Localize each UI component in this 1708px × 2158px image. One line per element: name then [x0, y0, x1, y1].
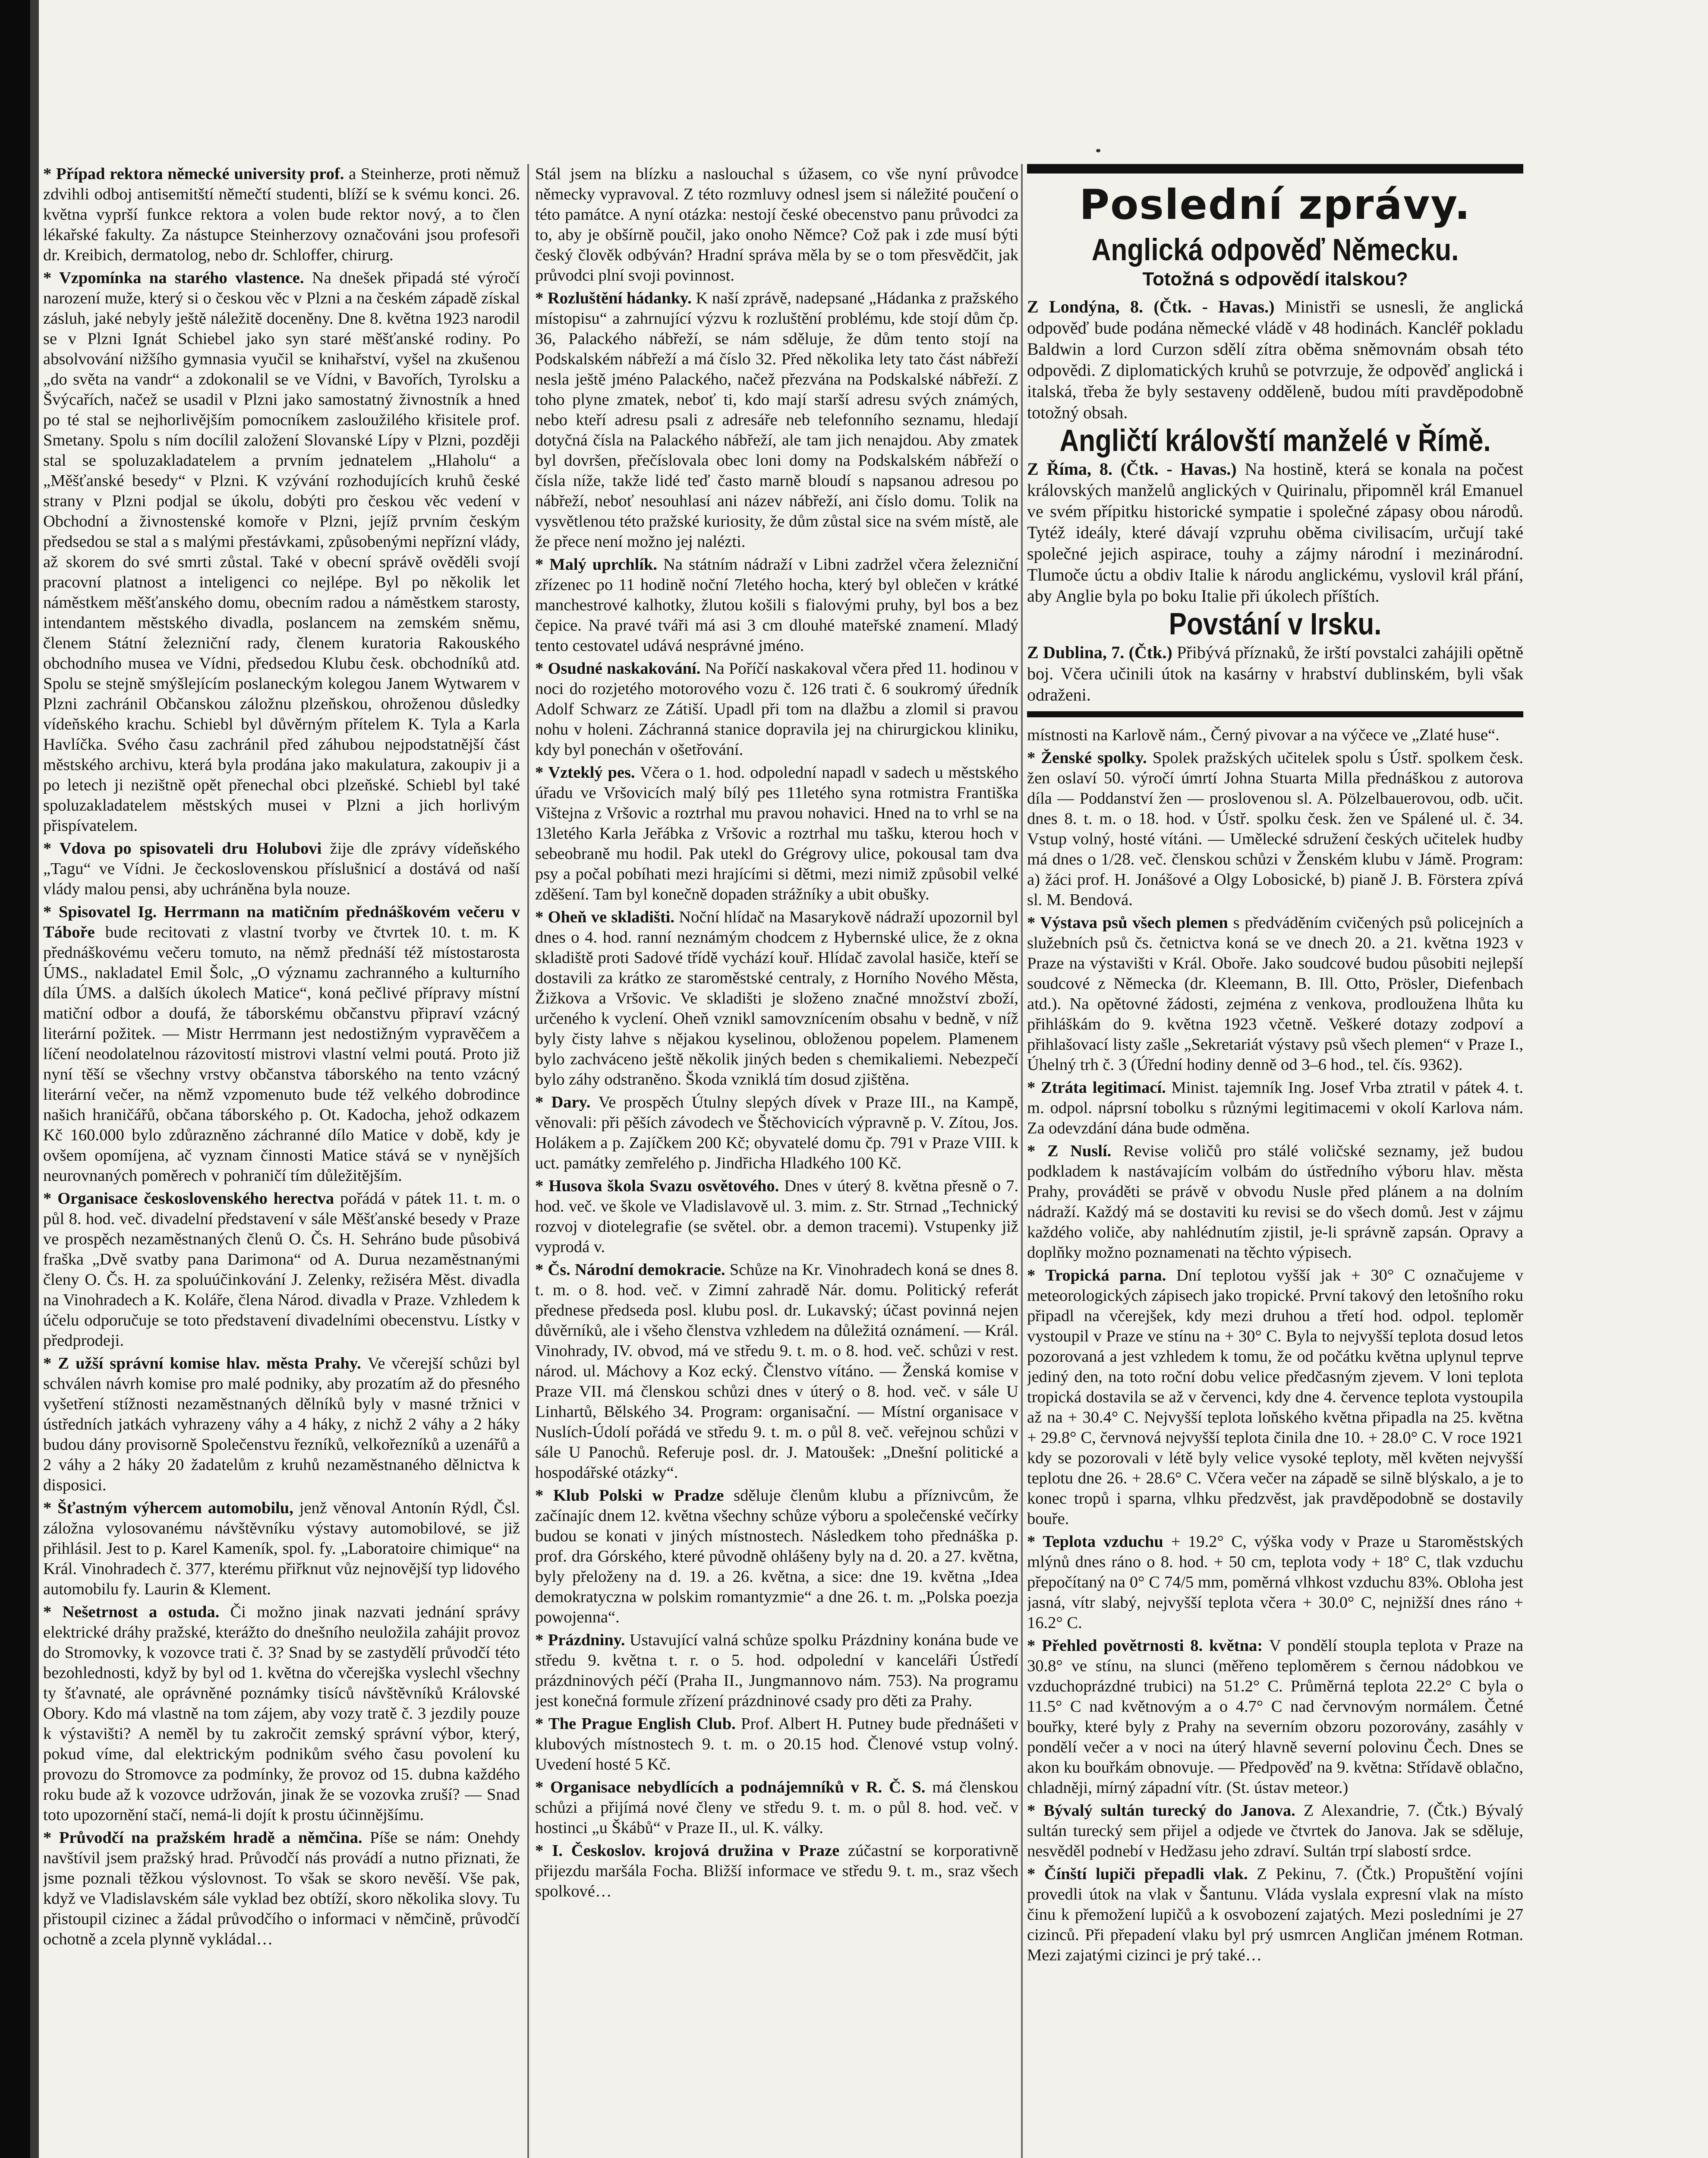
subheadline-identical: Totožná s odpovědí italskou?: [1142, 268, 1408, 290]
article-paragraph: [535, 1176, 1018, 1257]
column-divider: [527, 164, 529, 2158]
column-3: [1027, 164, 1523, 2158]
article-headline: * Vdova po spisovateli dru Holubovi: [43, 839, 330, 858]
article-paragraph: [1027, 725, 1523, 745]
article-headline: * Bývalý sultán turecký do Janova.: [1027, 1801, 1304, 1820]
article-body: Či možno jinak nazvati jednání správy elektrické dráhy pražské, kterážto do dnešního neuložila zahájit provoz do Stromovky, k vozovce trati č. 3? Snad by se zastydělí průvodčí této bezohlednosti, když by byl od 1. května do včerejška vyslechl všechny ty šťavnaté, ale oprávněné poznámky tisíců návštěvníků Královské Obory. Kdo má vlastně na tom zájem, aby vozy tratě č. 3 jezdily pouze k výstavišti? A neměl by tu zakročit zemský správní výbor, který, pokud víme, dal elektrickým podnikům svého času povolení ku provozu do Stromovce za podmínky, že provoz od 15. dubna každého roku bude až k vozovce udržován, jinak že se vozovka zruší? — Snad toto upozornění stačí, nemá-li dojít k prostu účinnějšímu.: [43, 1603, 520, 1824]
article-headline: * Rozluštění hádanky.: [535, 289, 696, 307]
article-body: Z Alexandrie, 7. (Čtk.) Bývalý sultán turecký sem přijel a odjede ve čtvrtek do Janova. Jak se sděluje, nesvěděl podnebí v Hedžasu jeho zdraví. Sultán trpí slabostí srdce.: [1027, 1801, 1523, 1860]
article-body: jenž věnoval Antonín Rýdl, Čsl. záložna vylosovanému návštěvníku výstavy automobilové, se již přihlásil. Jest to p. Karel Kameník, spol. fy. „Laboratoire chimique“ na Král. Vinohradech č. 377, kterému přiřknut vůz nejnovější typ lidového automobilu fy. Laurin & Klement.: [43, 1499, 520, 1598]
article-body: + 19.2° C, výška vody v Praze u Staroměstských mlýnů dnes ráno o 8. hod. + 50 cm, teplota vody + 18° C, tlak vzduchu přepočítaný na 0° C 74/5 mm, poměrná vlhkost vzduchu 83%. Obloha jest jasná, vítr slabý, nejvyšší teplota včera + 30.0° C, nejnižší dnes ráno + 16.2° C.: [1027, 1533, 1523, 1632]
article-headline: Z Říma, 8. (Čtk. - Havas.): [1027, 459, 1245, 479]
headline-ireland: Povstání v Irsku.: [1169, 607, 1382, 642]
article-body: Včera o 1. hod. odpolední napadl v sadech u městského úřadu ve Vršovicích malý bílý pes 11letého syna rotmistra Františka Vištejna z Vršovic a roztrhal mu pravou nohavici. Hned na to vrhl se na 13letého Karla Jeřábka z Vršovic a roztrhal mu tašku, kterou hoch v sebeobraně mu hodil. Pak utekl do Grégrovy ulice, pokousal tam dva psy a počal pobíhati mezi hrajícími si dětmi, mezi nimiž způsobil velké zděšení. Tam byl konečně dopaden strážníky a ubit obušky.: [535, 764, 1018, 903]
article-headline: * Oheň ve skladišti.: [535, 908, 679, 926]
article-body: a Steinherze, proti němuž zdvihli odboj antisemitští němečtí studenti, blíží se k svému konci. 26. května vyprší funkce rektora a volen bude rektor nový, a to člen lékařské fakulty. Za nástupce Steinherzovy označováni jsou profesoři dr. Kreibich, dermatolog, nebo dr. Schloffer, chirurg.: [43, 165, 520, 264]
article-paragraph: [1027, 1078, 1523, 1139]
column-2: [535, 164, 1018, 2158]
column-1: [43, 164, 520, 2158]
article-paragraph: [1027, 642, 1523, 705]
article-body: Přibývá příznaků, že irští povstalci zahájili opětně boj. Včera učinili útok na kasárny v hrabství dublinském, byli však odraženi.: [1027, 643, 1523, 704]
article-headline: * I. Českoslov. krojová družina v Praze: [535, 1842, 848, 1860]
article-body: Prof. Albert H. Putney bude přednášeti v klubových místnostech 9. t. m. o 20.15 hod. Členové vstup volný. Uvedení hosté 5 Kč.: [535, 1715, 1018, 1773]
article-paragraph: [535, 763, 1018, 905]
article-body: Na hostině, která se konala na počest královských manželů anglických v Quirinalu, připomněl král Emanuel ve svém přípitku historické sympatie i společné zápasy obou národů. Tytéž ideály, které dávají vzpruhu oběma civilisacím, určují také společné jejich aspirace, touhy a zájmy národní i mezinárodní. Tlumoče úctu a obdiv Italie k národu anglickému, vyslovil král přání, aby Anglie byla po boku Italie při úkolech příštích.: [1027, 459, 1523, 606]
article-body: Ve prospěch Útulny slepých dívek v Praze III., na Kampě, věnovali: při pěších závodech ve Štěchovicích výpravně p. V. Zítou, Jos. Holákem a p. Zajíčkem 200 Kč; obyvatelé domu čp. 791 v Praze VIII. k uct. památky zemřelého p. Jindřicha Hladkého 100 Kč.: [535, 1093, 1018, 1172]
article-body: Na státním nádraží v Libni zadržel včera železniční zřízenec po 11 hodině noční 7letého hocha, který byl oblečen v krátké manchestrové kalhotky, žlutou košili s fialovými pruhy, byl bos a bez čepice. Na pravé tváři má asi 3 cm dlouhé mateřské znamení. Mladý tento cestovatel udává nesprávné jméno.: [535, 555, 1018, 655]
article-headline: * Výstava psů všech plemen: [1027, 914, 1233, 932]
article-headline: * Klub Polski w Pradze: [535, 1486, 734, 1505]
article-paragraph: [43, 1353, 520, 1495]
article-body: Ve včerejší schůzi byl schválen návrh komise pro malé podniky, aby prozatím až do přesného vyšetření stížnosti nezaměstnaných dělníků byly v masné tržnici v ústředních jatkách vyhrazeny váhy a 4 háky, z nichž 2 váhy a 2 háky budou dány provisorně Společenstvu řezníků, velkořezníků a uzenářů a 2 váhy a 2 háky 20 žadatelům z kruhů nezaměstnaného dělnictva k disposici.: [43, 1354, 520, 1494]
article-paragraph: [1027, 1864, 1523, 1966]
news-item: [1027, 642, 1523, 705]
article-headline: * Z Nuslí.: [1027, 1142, 1123, 1160]
article-body: Dnes v úterý 8. května přesně o 7. hod. več. ve škole ve Vladislavově ul. 3. mim. z. Str. Strnad „Technický rozvoj v diotelegrafie (se světel. obr. a demon tracemi). Vstupenky již vyprodá v.: [535, 1177, 1018, 1256]
article-body: bude recitovati z vlastní tvorby ve čtvrtek 10. t. m. K přednáškovému večeru tomuto, na němž přednáší též místostarosta ÚMS., nakladatel Emil Šolc, „O významu zachranného a kulturního díla ÚMS. a dalších úkolech Matice“, koná pečlivé přípravy místní matiční odbor a doufá, že táborskému občanstvu připraví vzácný literární požitek. — Mistr Herrmann jest nedostižným vypravěčem a líčení neodolatelnou rázovitostí mistrovi vlastní velmi poutá. Proto již nyní těší se všechny vrstvy občanstva táborského na tento vzácný literární večer, na němž vzpomenuto bude též velkého dobrodince našich hraničářů, občana táborského p. Ot. Kadocha, jehož odkazem Kč 160.000 bylo zdůrazněno záchranné dílo Matice v době, kdy je ovšem opomíjena, ač vyznam činnosti Matice stává se v nynějších neurovnaných poměrech v pohraničí tím důležitějším.: [43, 923, 520, 1185]
article-paragraph: [43, 1602, 520, 1825]
header-rule: [1027, 164, 1523, 174]
article-body: Spolek pražských učitelek spolu s Ústř. spolkem česk. žen oslaví 50. výročí úmrtí Johna Stuarta Milla přednáškou z autorova díla — Poddanství žen — proslovenou sl. A. Pölzelbauerovou, odb. učit. dnes 8. t. m. o 18. hod. v Ústř. spolku česk. žen ve Spálené ul. č. 34. Vstup volný, hosté vítáni. — Umělecké sdružení českých učitelek hudby má dnes o 1/28. več. členskou schůzi v Ženském klubu v Jámě. Program: a) žáci prof. H. Jonášové a Olgy Lobosické, b) pianě J. B. Förstera zpívá sl. M. Bendová.: [1027, 749, 1523, 909]
article-body: žije dle zprávy vídeňského „Tagu“ ve Vídni. Je čeckoslovenskou příslušnicí a dostává od naší vlády malou pensi, aby uchráněna byla nouze.: [43, 839, 520, 898]
article-paragraph: [1027, 1532, 1523, 1633]
article-paragraph: [1027, 1636, 1523, 1798]
page-binding-edge: [0, 0, 30, 2158]
column-3-articles: [1027, 725, 1523, 1966]
article-paragraph: [1027, 1141, 1523, 1263]
article-paragraph: [43, 268, 520, 836]
article-body: Na dnešek připadá sté výročí narození muže, který si o českou věc v Plzni a na českém západě získal zásluh, jaké nebyly ještě náležitě doceněny. Dne 8. května 1923 narodil se v Plzni Ignát Schiebel jako syn staré měšťanské rodiny. Po absolvování nižšího gymnasia vyučil se knihařství, vyšel na zkušenou „do světa na vandr“ a zdokonalil se ve Vídni, v Bavořích, Tyrolsku a Švýcařích, načež se usadil v Plzni jako samostatný živnostník a hned po té stal se nejhorlivějším pomocníkem zasloužilého křisitele prof. Smetany. Spolu s ním docílil založení Slovanské Lípy v Plzni, později stal se spoluzakladatelem a prvním jednatelem „Hlaholu“ a „Měšťanské besedy“ v Plzni. K vzývání rozhodujících kruhů české strany v Plzni podjal se úkolu, dobýti pro českou věc vedení v Obchodní a živnostenské komoře v Plzni, jejíž prvním českým předsedou se stal a s malými přestávkami, způsobenými nepřízní vlády, až skorem do své smrti zůstal. Také v obecní správě ověděli svojí pracovní platnost a inteligenci co nejlépe. Byl po několik let náměstkem měšťanského domu, obecním radou a náměstkem starosty, intendantem městského divadla, poslancem na zemském sněmu, členem Státní železniční rady, členem kuratoria Rakouského obchodního musea ve Vídni, předsedou Klubu česk. obchodníků atd. Spolu se stejně smýšlejícím poslaneckým kolegou Janem Wytwarem v Plzni zachránil Občanskou záložnu plzeňskou, ohroženou důsledky vídeňského krachu. Schiebl byl důvěrným přítelem K. Tyla a Karla Havlíčka. Svého času zachránil před záhubou nejpodstatnější část městského archivu, která byla prodána jako makulatura, zakoupiv ji a po letech ji nezištně opět přenechal obci plzeňské. Schiebl byl také spoluzakladatelem městských musei v Plzni a jich horlivým přispívatelem.: [43, 269, 520, 835]
article-paragraph: [535, 659, 1018, 760]
article-paragraph: [43, 164, 520, 265]
article-body: zúčastní se korporativně přijezdu maršála Focha. Bližší informace ve středu 9. t. m., sraz všech spolkové…: [535, 1842, 1018, 1900]
section-title: Poslední zprávy.: [1079, 181, 1471, 229]
article-headline: * Ztráta legitimací.: [1027, 1079, 1172, 1097]
article-paragraph: [1027, 1801, 1523, 1861]
article-body: Dní teplotou vyšší jak + 30° C označujeme v meteorologických zápisech jako tropické. První takový den letošního roku připadl na včerejšek, kdy mezi druhou a třetí hod. odpol. teploměr vystoupil v Praze ve stínu na + 30° C. Byla to nejvyšší teplota dosud letos pozorovaná a jest vzhledem k tomu, že od počátku května uplynul teprve jediný den, na toto roční dobu velice předčasným zjevem. V loni teplota tropická dostavila se až v červenci, kdy dne 4. července teplota vystoupila až na + 30.4° C. Nejvyšší teplota loňského května připadla na 25. května + 29.8° C, červnová nejvyšší teplota činila dne 10. + 28.0° C. V roce 1921 kdy se pozorovali v létě byly velice vysoké teploty, měl květen nejvyšší teplotu dne 26. + 28.6° C. Včera večer na západě se silně blýskalo, a je to konec tropů i sparna, vlhku předzvěst, jak pravděpodobně se dostavily bouře.: [1027, 1266, 1523, 1528]
article-headline: * Čínští lupiči přepadli vlak.: [1027, 1865, 1257, 1883]
article-paragraph: [535, 555, 1018, 656]
article-headline: * Šťastným výhercem automobilu,: [43, 1499, 299, 1517]
article-headline: * Čs. Národní demokracie.: [535, 1261, 730, 1279]
article-body: Z Pekinu, 7. (Čtk.) Propuštění vojíni provedli útok na vlak v Šantunu. Vláda vyslala expresní vlak na místo činu k přemožení lupičů a k osvobození zajatých. Mezi posledními je 27 cizinců. Při přepadení vlaku byl prý usmrcen Angličan jménem Rotman. Mezi zajatými cizinci je prý také…: [1027, 1865, 1523, 1964]
article-headline: * Tropická parna.: [1027, 1266, 1176, 1284]
headline-royals-rome: Angličtí královští manželé v Římě.: [1059, 423, 1491, 458]
article-body: místnosti na Karlově nám., Černý pivovar a na výčece ve „Zlaté huse“.: [1027, 726, 1500, 744]
article-headline: * Vzpomínka na starého vlastence.: [43, 269, 312, 287]
article-headline: * Spisovatel Ig. Herrmann na matičním přednáškovém večeru v Táboře: [43, 903, 520, 941]
article-body: má členskou schůzi a přijímá nové členy ve středu 9. t. m. o půl 8. hod. več. v hostinci „u Škábů“ v Praze II., ul. K. války.: [535, 1778, 1018, 1837]
article-body: Schůze na Kr. Vinohradech koná se dnes 8. t. m. o 8. hod. več. v Zimní zahradě Nár. domu. Politický referát přednese předseda posl. klubu posl. dr. Lukavský; účast povinná nejen důvěrníků, ale i všeho členstva vzhledem na důležitá oznámení. — Král. Vinohrady, IV. obvod, má ve středu 9. t. m. o 8. hod. več. schůzi v rest. národ. ul. Máchovy a Koz ecký. Členstvo vítáno. — Ženská komise v Praze VII. má členskou schůzi dnes v úterý o 8. hod. več. v sále U Linhartů, Bělského 34. Program: organisační. — Místní organisace v Nuslích-Údolí pořádá ve středu 9. t. m. o půl 8. več. veřejnou schůzi v sále U Panochů. Referuje posl. dr. J. Matoušek: „Dnešní politické a hospodářské otázky“.: [535, 1261, 1018, 1482]
article-paragraph: [535, 1092, 1018, 1174]
article-body: pořádá v pátek 11. t. m. o půl 8. hod. več. divadelní představení v sále Měšťanské besedy v Praze ve prospěch nezaměstnaných členů O. Čs. H. Sehráno bude působivá fraška „Dvě svatby pana Darimona“ od A. Duruа nezaměstnanými členy O. Čs. H. za spoluúčinkování J. Zelenky, režiséra Měst. divadla na Vinohradech a K. Koláře, člena Národ. divadla v Praze. Vzhledem k účelu odporučuje se toto představení divadelními obecenstvu. Lístky v předprodeji.: [43, 1189, 520, 1350]
article-paragraph: [535, 1260, 1018, 1483]
article-headline: * Organisace československého herectva: [43, 1189, 340, 1208]
article-paragraph: [43, 839, 520, 899]
article-paragraph: [1027, 748, 1523, 910]
article-headline: * Organisace nebydlících a podnájemníků v R. Č. S.: [535, 1778, 933, 1796]
article-headline: * Husova škola Svazu osvětového.: [535, 1177, 785, 1195]
article-paragraph: [535, 164, 1018, 286]
article-paragraph: [535, 1630, 1018, 1711]
article-body: Noční hlídač na Masarykově nádraží upozornil byl dnes o 4. hod. ranní neznámým chodcem z Hybernské ulice, že z okna skladiště proti Sadové třídě vychází kouř. Hlídač zavolal hasiče, kteří se dostavili za krátko ze staroměstské centraly, z Horního Nového Města, Žižkova a Vršovic. Ve skladišti je složeno značné množství zboží, určeného k vyclení. Oheň vznikl samovznícením obsahu v bedně, v níž byly čisty lahve s nějakou kyselinou, obloženou popelem. Plamenem bylo zachváceno ještě několik jiných beden s chemikaliemi. Nebezpečí bylo záhy odstraněno. Škoda vzniklá tím dosud zjištěna.: [535, 908, 1018, 1088]
article-paragraph: [535, 1841, 1018, 1902]
article-paragraph: [43, 1828, 520, 1950]
article-headline: * Přehled povětrnosti 8. května:: [1027, 1637, 1269, 1655]
column-divider: [1021, 164, 1023, 2158]
article-headline: * Prázdniny.: [535, 1631, 630, 1649]
article-headline: * Osudné naskakování.: [535, 659, 705, 678]
section-end-rule: [1027, 711, 1523, 717]
article-paragraph: [1027, 913, 1523, 1075]
article-headline: * Malý uprchlík.: [535, 555, 664, 574]
article-headline: * The Prague English Club.: [535, 1715, 741, 1733]
article-paragraph: [1027, 296, 1523, 423]
article-headline: * Z užší správní komise hlav. města Prahy.: [43, 1354, 368, 1372]
article-paragraph: [535, 1777, 1018, 1838]
article-body: Minist. tajemník Ing. Josef Vrba ztratil v pátek 4. t. m. odpol. náprsní tobolku s různými legitimacemi v okolí Karlova nám. Za odevzdání dána bude odměna.: [1027, 1079, 1523, 1137]
article-body: Na Poříčí naskakoval včera před 11. hodinou v noci do rozjetého motorového vozu č. 126 trati č. 6 soukromý úředník Adolf Schwarz ze Zátiší. Upadl při tom na dlažbu a zlomil si pravou nohu v holeni. Záchranná stanice dopravila jej na chirurgickou kliniku, kdy byl ponechán v ošetřování.: [535, 659, 1018, 759]
news-item: [1027, 458, 1523, 606]
article-body: Ustavující valná schůze spolku Prázdniny konána bude ve středu 9. května t. r. o 5. hod. odpolední v kanceláři Ústředí prázdninových péčí (Praha II., Jungmannovo nám. 753). Na programu jest konečná formule zřízení prázdninové csady pro děti za Prahy.: [535, 1631, 1018, 1710]
news-item: [1027, 296, 1523, 423]
article-headline: * Vzteklý pes.: [535, 764, 640, 782]
article-paragraph: [43, 1498, 520, 1600]
article-paragraph: [43, 1189, 520, 1351]
article-headline: Z Dublina, 7. (Čtk.): [1027, 643, 1177, 662]
article-headline: * Teplota vzduchu: [1027, 1533, 1171, 1551]
article-headline: * Nešetrnost a ostuda.: [43, 1603, 230, 1621]
article-body: V pondělí stoupla teplota v Praze na 30.8° ve stínu, na slunci (měřeno teploměrem s černou nádobkou ve vzduchoprázdné trubici) na 51.2° C. Průměrná teplota 22.2° C byla o 11.5° C nad květnovým a o 4.7° C nad červnovým normálem. Četné bouřky, které byly z Prahy na severním obzoru pozorovány, zasáhly v pondělí večer a v noci na úterý hlavně severní polovinu Čech. Dnes se akon ku bouřkám obnovuje. — Předpověď na 9. května: Střídavě oblačno, chladněji, mírný západní vítr. (St. ústav meteor.): [1027, 1637, 1523, 1797]
article-headline: Z Londýna, 8. (Čtk. - Havas.): [1027, 297, 1285, 316]
article-paragraph: [535, 907, 1018, 1090]
article-headline: * Případ rektora německé university prof.: [43, 165, 349, 183]
article-headline: * Dary.: [535, 1093, 599, 1111]
headline-english-reply: Anglická odpověď Německu.: [1091, 233, 1459, 268]
article-paragraph: [535, 1486, 1018, 1628]
print-mark: [1096, 149, 1100, 152]
page-binding-shadow: [30, 0, 39, 2158]
article-paragraph: [535, 288, 1018, 552]
article-paragraph: [535, 1714, 1018, 1775]
article-body: Revise voličů pro stálé voličské seznamy, jež budou podkladem k nastávajícím volbám do ústředního výboru hlav. města Prahy, prováděti se právě v obvodu Nusle před plánem a na dolním nádraží. Každý má se dostaviti ku revisi se do všech domů. Jest v zájmu každého voliče, aby nahlédnutím zjistil, je-li správně zapsán. Opravy a doplňky možno poznamenati na těchto výpisech.: [1027, 1142, 1523, 1262]
article-body: Píše se nám: Onehdy navštívil jsem pražský hrad. Průvodčí nás provádí a nutno přiznati, že jsme poznali těžkou výslovnost. To však se skoro nevěší. Vše pak, když ve Vladislavském sále vyklad bez obtíží, skoro několika slovy. Tu přistoupil cizinec a žádal průvodčího o informaci v němčině, průvodčí ochotně a zcela plynně vykládal…: [43, 1829, 520, 1948]
article-body: sděluje členům klubu a příznivcům, že začínajíc dnem 12. května všechny schůze výboru a společenské večírky budou se konati v jiných místnostech. Následkem toho přednáška p. prof. dra Górského, které původně ohlášeny byly na d. 20. a 27. května, byly přeloženy na d. 19. a 26. května, a sice: dne 19. května „Idea demokratyczna w polskim romantyzmie“ a dne 26. t. m. „Polska poezja powojenna“.: [535, 1486, 1018, 1626]
article-body: K naší zprávě, nadepsané „Hádanka z pražského místopisu“ a zahrnující výzvu k rozluštění problému, kde stojí dům čp. 36, Palackého nábřeží, se nám sděluje, že dům tento stojí na Podskalském nábřeží a má číslo 32. Před několika lety tato část nábřeží nesla ještě jméno Palackého, načež přezvána na Podskalské nábřeží. Z toho plyne zmatek, neboť ti, kdo mají starší adresu svých známých, nebo kteří adresu psali z adresáře neb telefonního seznamu, hledají dotyčná čísla na Palackého nábřeží, ale tam jich nenajdou. Aby zmatek byl dovršen, přečíslovala obec loni domy na Podskalském nábřeží o čísla níže, takže lidé teď často marně bloudí s napsanou adresou po nábřeží, neboť nesouhlasí ani název nábřeží, ani číslo domu. Tolik na vysvětlenou této pražské kuriosity, že dům zůstal sice na svém místě, ale že přece není možno jej nalézti.: [535, 289, 1018, 551]
article-headline: * Průvodčí na pražském hradě a němčina.: [43, 1829, 370, 1847]
article-paragraph: [1027, 1265, 1523, 1529]
article-body: s předváděním cvičených psů policejních a služebních psů čs. četnictva koná se ve dnech 20. a 21. května 1923 v Praze na výstavišti v Král. Oboře. Jako soudcové budou působiti nejlepší soudcové z Německa (dr. Kleemann, B. Ill. Otto, Prösler, Diefenbach atd.). Na opětovné žádosti, zejména z venkova, prodlouženа lhůta ku přihláškám do 9. května 1923 včetně. Veškeré dotazy zodpoví a přihlašovací listy zašle „Sekretariát výstavy psů všech plemen“ v Praze I., Úhelný trh č. 3 (Úřední hodiny denně od 3–6 hod., tel. čís. 9362).: [1027, 914, 1523, 1074]
article-body: Ministři se usnesli, že anglická odpověď bude podána německé vládě v 48 hodinách. Kancléř pokladu Baldwin a lord Curzon sdělí zítra oběma sněmovnám obsah této odpovědi. Z diplomatických kruhů se potvrzuje, že odpověď anglická i italská, třeba že byly sestaveny odděleně, budou míti pravděpodobně totožný obsah.: [1027, 297, 1523, 422]
article-paragraph: [43, 902, 520, 1186]
article-body: Stál jsem na blízku a naslouchal s úžasem, co vše nyní průvodce německy vypravoval. Z této rozmluvy odnesl jsem si náležité poučení o této památce. A nyní otázka: nestojí české obecenstvo panu průvodci za to, aby je obšírně poučil, jako onoho Němce? Což pak i zde musí býti český člověk odbýván? Hradní správa měla by se o tom přesvědčit, jak průvodci plní svoji povinnost.: [535, 165, 1018, 284]
article-paragraph: [1027, 458, 1523, 606]
article-headline: * Ženské spolky.: [1027, 749, 1153, 767]
